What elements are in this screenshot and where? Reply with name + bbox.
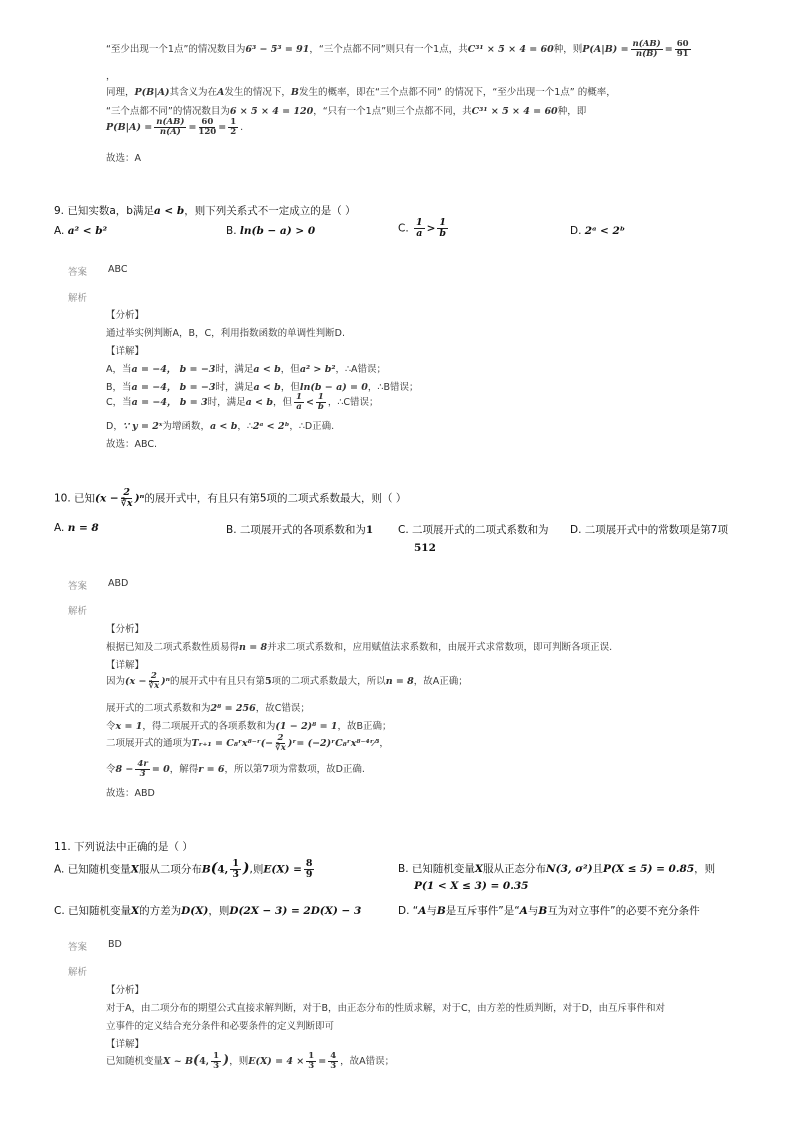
text: 其含义为在 [169,87,218,98]
fraction [631,40,663,59]
fraction [328,1052,338,1071]
denominator: 91 [676,48,689,59]
text: ，∴C错误； [327,396,379,408]
denominator: ∛x [275,742,286,753]
text: ，则 [694,863,716,875]
math: E(X) = [263,863,302,876]
analysis-text: 对于A，由二项分布的期望公式直接求解判断，对于B，由正态分布的性质求解，对于C，由方差的性质判断，对于D，由互斥事件和对 [106,1003,665,1014]
numerator: 1 [439,217,446,228]
numerator: 1 [416,217,423,228]
text: ，解得 [169,763,199,775]
text: 与 [426,905,437,917]
detail-line [106,700,310,714]
text: 根据已知及二项式系数性质易得 [106,642,240,653]
detail-line: 故选：ABC. [106,439,158,450]
numerator: n(AB) [632,39,661,49]
math: 2⁸ = 256 [210,703,256,714]
math: )ⁿ [161,675,171,687]
solution-line: ， [106,71,116,82]
section-heading: 【分析】 [106,310,145,321]
analysis-label: 解析 [68,606,88,617]
math: x = 1 [115,721,143,732]
math: B [290,87,299,98]
denominator: ∛x [148,680,160,691]
section-heading: 【详解】 [106,346,145,357]
denominator: 3 [232,868,239,880]
detail-line [106,760,365,779]
math: 1 [365,524,374,536]
text: 二项展开式的通项为 [106,737,192,749]
option-b[interactable] [226,522,373,537]
text: 互为对立事件”的必要不充分条件 [547,905,700,917]
option-label: B. [226,524,237,536]
denominator: a [296,401,302,412]
answer-value: ABD [108,578,129,589]
text: ，但 [272,396,292,408]
numerator: 1 [232,858,239,869]
math: A [519,905,528,917]
question-stem: 11. 下列说法中正确的是（ ） [54,841,193,853]
analysis-text: 通过举实例判断A，B，C，利用指数函数的单调性判断D. [106,328,345,339]
option-c[interactable] [54,903,361,918]
math: ln(b − a) > 0 [239,225,316,237]
solution-line [106,118,243,137]
text: 因为 [106,675,126,687]
text: 已知随机变量 [411,863,475,875]
math: P(1 < X ≤ 3) = 0.35 [414,880,529,892]
math: a < b [245,396,273,408]
option-label: D. [570,524,582,536]
text: ， [379,737,389,749]
math: X [130,863,139,876]
text: ，∴D正确. [289,421,335,432]
math: a < b [253,364,281,375]
numerator: 1 [295,392,302,402]
fraction [306,1052,316,1071]
numerator: 1 [230,117,237,127]
analysis-text: 立事件的定义结合充分条件和必要条件的定义判断即可 [106,1021,335,1032]
text: 种，则 [553,43,583,55]
math: P(B|A) [134,87,170,98]
option-c[interactable] [398,522,549,537]
math: P(X ≤ 5) = 0.85 [603,863,695,875]
text: D， [106,421,123,432]
math: a < b [153,205,185,217]
math: a² > b² [299,364,336,375]
math: (1 − 2)⁸ = 1 [275,721,338,732]
text: ，∴ [237,421,253,432]
text: “ [412,905,419,917]
text: ，得二项展开式的各项系数和为 [142,721,276,732]
math: A [217,87,225,98]
math: ln(b − a) = 0 [299,382,368,393]
fraction [294,393,304,412]
math: X ~ B [163,1055,193,1067]
detail-line [106,393,379,412]
fraction [198,118,216,137]
section-heading: 【分析】 [106,624,145,635]
text: 已知随机变量 [67,863,131,876]
option-label: D. [570,225,582,237]
denominator: n(A) [159,126,181,137]
math: 4, [217,863,229,876]
option-b-continued [414,880,529,892]
text: 9. 已知实数a，b满足 [54,205,154,217]
solution-line: 故选：A [106,153,141,164]
option-a[interactable] [54,522,99,534]
option-c[interactable] [398,218,450,239]
numerator: 60 [201,117,214,127]
math: 2ᵃ < 2ᵇ [584,225,626,237]
section-heading: 【分析】 [106,985,145,996]
numerator: 1 [308,1051,315,1061]
numerator: 8 [305,858,313,869]
math: 2ᵃ < 2ᵇ [252,421,290,432]
math: P(A|B) = [582,43,629,55]
text: 的展开式中有且只有第 [170,675,266,687]
math: C³¹ × 5 × 4 = 60 [467,43,554,55]
numerator: 1 [317,392,324,402]
denominator: 3 [308,1060,315,1071]
text: 二项展开式的各项系数和为 [239,524,366,536]
math: a = −4， b = 3 [131,396,208,408]
text: ，故A错误； [340,1055,395,1067]
text: 且 [592,863,604,875]
math: = 0 [151,763,170,775]
text: 二项展开式的二项式系数和为 [412,524,549,536]
text: 时，满足 [215,364,254,375]
option-label: B. [226,225,237,237]
text: 二项展开式中的常数项是第7项 [584,524,728,536]
math: (x − [125,675,147,687]
numerator: 4 [330,1051,337,1061]
fraction [121,488,133,509]
text: ，∴B错误； [367,382,419,393]
numerator: 2 [150,671,157,681]
denominator: 3 [139,768,146,779]
math: )ⁿ [134,492,145,505]
detail-line: 二项展开式的通项为Tᵣ₊₁ = C₈ʳx⁸⁻ʳ(− $\frac{2}{∛x}$ )ʳ= (−2)ʳC₈ʳx⁸⁻⁴ʳ⁄³， [106,733,389,753]
text: ,则 [249,863,264,876]
text: ，“三个点都不同”则只有一个1点，共 [309,43,468,55]
option-label: A. [54,863,65,876]
analysis-label: 解析 [68,967,88,978]
math: a < b [209,421,238,432]
detail-line: 故选：ABD [106,788,155,799]
denominator: 2 [230,126,237,137]
math: a < b [253,382,281,393]
math: (x − [95,492,119,505]
math: B [538,905,548,917]
math: a = −4， b = −3 [131,382,216,393]
math: ∵ y = 2ˣ [122,421,163,432]
numerator: 4r [137,759,148,769]
text: “至少出现一个1点”的情况数目为 [106,43,246,55]
numerator: 2 [123,487,130,498]
option-b[interactable] [226,225,315,237]
text: ，则 [208,905,230,917]
denominator: a [416,227,423,239]
solution-line [106,84,616,98]
fraction [675,40,691,59]
text: 令 [106,763,116,775]
analysis-label: 解析 [68,293,88,304]
denominator: 120 [198,126,217,137]
detail-line: 已知随机变量X ~ B(4, $\frac{1}{3}$ )，则E(X) = 4 × $\frac{1}{3}$ = $\frac{4}{3}$ ，故A错误； [106,1051,395,1071]
math: < [305,396,314,408]
text: 令 [106,721,116,732]
math: n = 8 [385,675,414,687]
option-label: D. [398,905,410,917]
math: D(2X − 3) = 2D(X) − 3 [229,905,362,917]
math: C³¹ × 5 × 4 = 60 [471,106,558,117]
text: 的方差为 [139,905,182,917]
option-label: A. [54,522,65,534]
text: 为增函数， [162,421,210,432]
denominator: b [317,401,324,412]
denominator: 9 [305,868,313,880]
numerator: n(AB) [156,117,185,127]
option-d[interactable] [570,522,728,537]
math: B [436,905,446,917]
math: a² < b² [67,225,108,237]
math: a = −4， b = −3 [131,364,216,375]
math: D(X) [181,905,209,917]
math: = [188,121,197,133]
detail-line [106,379,418,393]
math: n = 8 [239,642,268,653]
math: 6 × 5 × 4 = 120 [229,106,314,117]
text: ，故A正确； [413,675,468,687]
math: 7 [262,763,270,775]
text: . [240,121,244,133]
question-stem [54,203,356,218]
math: B [201,863,211,876]
option-c-value [414,542,436,554]
text: 时，满足 [207,396,246,408]
text: 并求二项式系数和，应用赋值法求系数和，由展开式求常数项，即可判断各项正误. [267,642,613,653]
text: ，“只有一个1点”则三个点都不同，共 [313,106,472,117]
question-stem [54,488,406,509]
fraction [154,118,186,137]
numerator: 1 [213,1051,220,1061]
option-d[interactable] [398,903,700,918]
text: 展开式的二项式系数和为 [106,703,211,714]
fraction [230,859,241,880]
math: A [418,905,427,917]
math: X [474,863,484,875]
text: C，当 [106,396,132,408]
answer-value: BD [108,939,122,950]
text: 时，满足 [215,382,254,393]
text: ，但 [280,382,300,393]
option-label: C. [398,222,409,235]
text: ，所以第 [224,763,263,775]
math: 8 − [115,763,134,775]
option-b[interactable] [398,861,715,876]
denominator: b [439,227,446,239]
fraction [211,1052,221,1071]
text: “三个点都不同”的情况数目为 [106,106,230,117]
solution-line [106,40,693,59]
math: 512 [414,542,436,554]
text: 与 [527,905,539,917]
option-label: C. [54,905,65,917]
option-d[interactable] [570,225,625,237]
detail-line [106,361,386,375]
fraction [304,859,315,880]
answer-label: 答案 [68,581,88,592]
text: 服从二项分布 [138,863,202,876]
fraction [135,760,149,779]
fraction [228,118,238,137]
text: 是互斥事件”是“ [445,905,520,917]
text: 发生的情况下， [224,87,291,98]
fraction [414,218,425,239]
text: ，则 [229,1055,249,1067]
math: E(X) = 4 × [248,1055,305,1067]
denominator: 3 [330,1060,337,1071]
answer-label: 答案 [68,267,88,278]
option-label: B. [398,863,409,875]
detail-line [106,672,468,691]
option-a[interactable] [54,225,107,237]
text: 已知随机变量 [106,1055,164,1067]
fraction [148,672,159,691]
math: N(3, σ²) [546,863,593,875]
option-a[interactable]: A. 已知随机变量X服从二项分布B(4, $\frac{1}{3}$ ),则E(X) = $\frac{8}{9}$ [54,858,313,880]
text: ，但 [280,364,300,375]
text: 10. 已知 [54,492,96,505]
denominator: ∛x [120,497,133,509]
math: n = 8 [67,522,99,534]
math: 5 [265,675,272,687]
section-heading: 【详解】 [106,1039,145,1050]
math: Tᵣ₊₁ = C₈ʳx⁸⁻ʳ [191,737,261,749]
text: 同理， [106,87,135,98]
numerator: 2 [277,733,284,743]
analysis-text [106,639,612,653]
solution-line [106,103,586,117]
text: ，故B正确； [337,721,392,732]
fraction [316,393,326,412]
fraction [275,734,286,753]
text: ，则下列关系式不一定成立的是（ ） [184,205,356,217]
option-label: A. [54,225,65,237]
text: 种，即 [557,106,587,117]
numerator: 60 [676,39,689,49]
answer-value: ABC [108,264,128,275]
math: > [426,222,436,235]
math: 4, [199,1055,210,1067]
text: A，当 [106,364,132,375]
text: 服从正态分布 [483,863,547,875]
math: r = 6 [198,763,225,775]
section-heading: 【详解】 [106,660,145,671]
text: 发生的概率，即在“三个点都不同” 的情况下，“至少出现一个1点” 的概率， [298,87,616,98]
text: ，故C错误； [255,703,310,714]
math: 6³ − 5³ = 91 [245,43,310,55]
math: = [218,121,227,133]
math: X [131,905,140,917]
text: 已知随机变量 [68,905,132,917]
detail-line [106,718,392,732]
answer-label: 答案 [68,942,88,953]
text: 项为常数项，故D正确. [269,763,365,775]
text: 项的二项式系数最大，所以 [271,675,386,687]
denominator: 3 [213,1060,220,1071]
text: ，∴A错误； [335,364,387,375]
denominator: n(B) [635,48,658,59]
math: = [664,43,673,55]
option-label: C. [398,524,409,536]
text: B，当 [106,382,132,393]
math: = [318,1055,327,1067]
math: = (−2)ʳC₈ʳx⁸⁻⁴ʳ⁄³ [296,737,380,749]
fraction [437,218,448,239]
detail-line [106,418,334,432]
math: P(B|A) = [106,121,153,133]
text: 的展开式中，有且只有第5项的二项式系数最大，则（ ） [144,492,407,505]
